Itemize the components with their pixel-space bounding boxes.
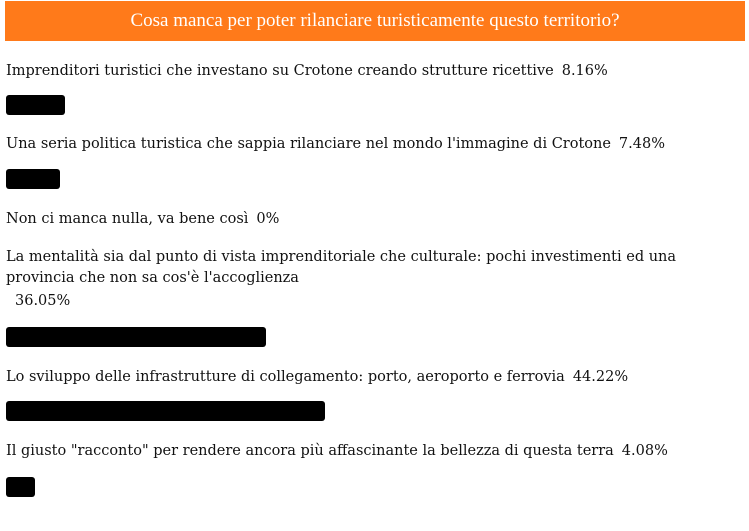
option-bar: [6, 401, 325, 421]
option-percent: 36.05%: [15, 293, 71, 309]
option-label: La mentalità sia dal punto di vista imprenditoriale che culturale: pochi investimenti ed una provincia che non sa cos'è l'accoglienza: [6, 249, 677, 286]
option-bar: [6, 477, 35, 497]
poll-title: Cosa manca per poter rilanciare turisticamente questo territorio?: [5, 1, 745, 41]
option-percent: 7.48%: [618, 136, 665, 152]
option-percent: 44.22%: [572, 369, 629, 385]
option-label: Imprenditori turistici che investano su Crotone creando strutture ricettive: [6, 63, 554, 79]
option-label: Non ci manca nulla, va bene così: [6, 211, 249, 227]
option-bar: [6, 169, 60, 189]
poll-option[interactable]: [6, 208, 739, 230]
poll-option[interactable]: [6, 247, 739, 312]
option-bar: [6, 95, 65, 115]
option-percent: 0%: [256, 211, 280, 227]
poll-option[interactable]: [6, 133, 739, 155]
poll-option[interactable]: [6, 366, 739, 388]
option-percent: 4.08%: [621, 443, 668, 459]
option-percent: 8.16%: [561, 63, 608, 79]
poll-option[interactable]: [6, 440, 739, 462]
poll-option[interactable]: [6, 60, 739, 82]
option-label: Lo sviluppo delle infrastrutture di collegamento: porto, aeroporto e ferrovia: [6, 369, 565, 385]
option-label: Il giusto "racconto" per rendere ancora più affascinante la bellezza di questa terra: [6, 443, 614, 459]
option-label: Una seria politica turistica che sappia rilanciare nel mondo l'immagine di Crotone: [6, 136, 611, 152]
option-bar: [6, 327, 266, 347]
